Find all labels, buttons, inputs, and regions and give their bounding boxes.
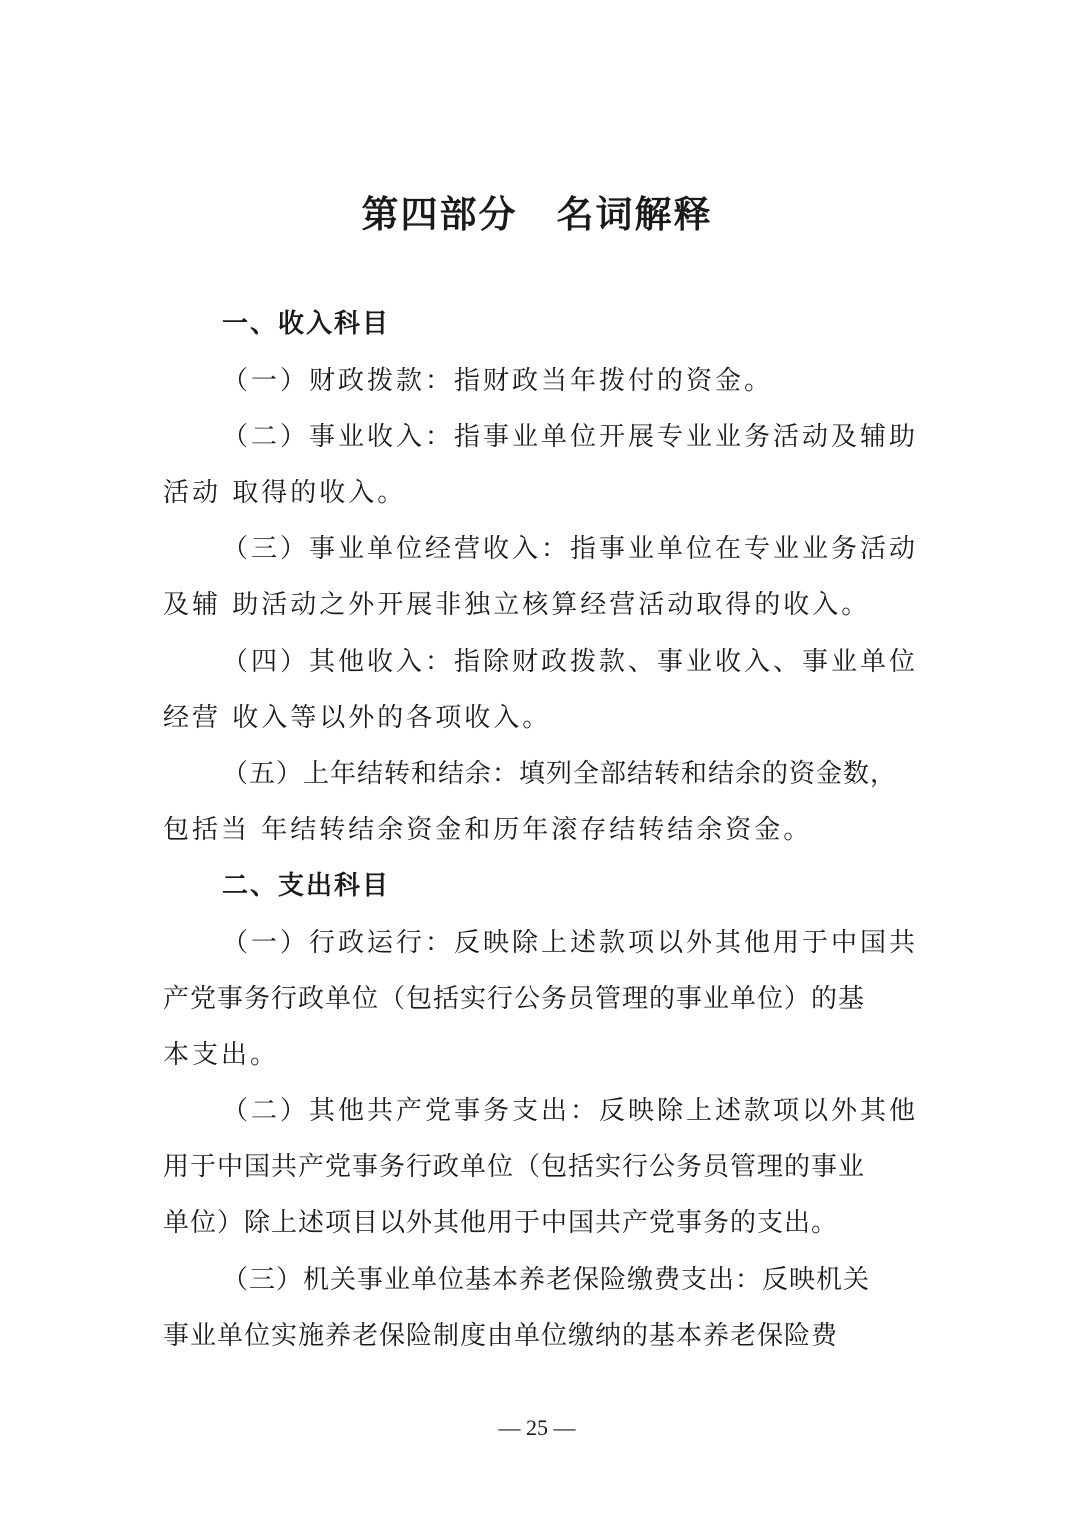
paragraph-line: 产党事务行政单位（包括实行公务员管理的事业单位）的基 [163, 984, 866, 1014]
paragraph-line: （二）事业收入：指事业单位开展专业业务活动及辅助 [222, 422, 919, 452]
paragraph-line: 及辅 助活动之外开展非独立核算经营活动取得的收入。 [163, 590, 871, 620]
paragraph-line: 单位）除上述项目以外其他用于中国共产党事务的支出。 [163, 1208, 839, 1238]
paragraph-line: 经营 收入等以外的各项收入。 [163, 703, 552, 733]
paragraph-line: 活动 取得的收入。 [163, 478, 407, 508]
paragraph-line: （一）行政运行：反映除上述款项以外其他用于中国共 [222, 928, 919, 958]
page-number: — 25 — [498, 1415, 576, 1440]
paragraph-line: 包括当 年结转结余资金和历年滚存结转结余资金。 [163, 815, 813, 845]
page-title: 第四部分 名词解释 [361, 192, 713, 236]
paragraph-line: （四）其他收入：指除财政拨款、事业收入、事业单位 [222, 647, 919, 677]
paragraph-line: （二）其他共产党事务支出：反映除上述款项以外其他 [222, 1096, 919, 1126]
paragraph-line: （三）机关事业单位基本养老保险缴费支出：反映机关 [222, 1265, 871, 1295]
paragraph-line: 事业单位实施养老保险制度由单位缴纳的基本养老保险费 [163, 1321, 839, 1351]
paragraph-line: （五）上年结转和结余：填列全部结转和结余的资金数， [222, 759, 898, 789]
section-heading-expenditure: 二、支出科目 [222, 871, 391, 901]
paragraph-line: 本支出。 [163, 1040, 280, 1070]
paragraph-line: 用于中国共产党事务行政单位（包括实行公务员管理的事业 [163, 1152, 866, 1182]
paragraph-line: （三）事业单位经营收入：指事业单位在专业业务活动 [222, 534, 919, 564]
paragraph-line: （一）财政拨款：指财政当年拨付的资金。 [222, 366, 774, 396]
section-heading-income: 一、收入科目 [222, 309, 391, 339]
